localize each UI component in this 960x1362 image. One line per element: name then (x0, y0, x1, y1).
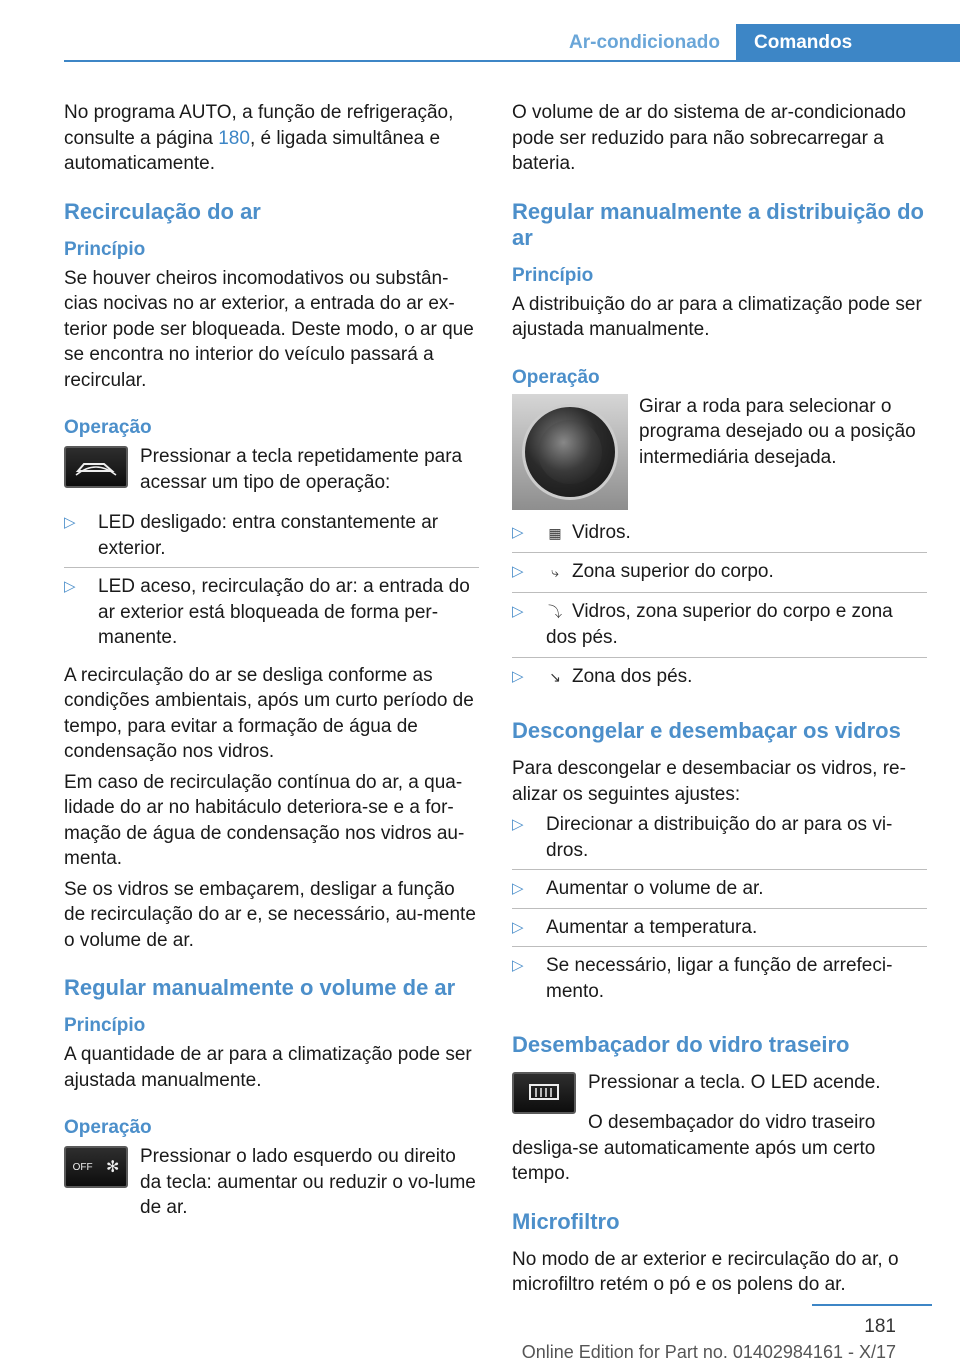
rear-defroster-row (512, 1070, 927, 1114)
rear-defroster-text-1: Pressionar a tecla. O LED acende. (588, 1072, 881, 1093)
bullet-triangle-icon: ▷ (512, 563, 524, 580)
bullet-triangle-icon: ▷ (512, 957, 524, 974)
recirculation-key-icon (64, 446, 128, 488)
upper-body-icon: ⤷ (551, 564, 559, 580)
recirculation-principle-heading: Princípio (64, 238, 146, 260)
volume-principle-heading: Princípio (64, 1015, 146, 1036)
fan-key-icon (64, 1146, 128, 1188)
recirculation-heading: Recirculação do ar (64, 198, 261, 224)
distribution-knob-image (512, 394, 628, 510)
recirculation-operation-heading: Operação (64, 417, 152, 438)
windshield-icon: ▦ (548, 524, 562, 541)
distribution-operation-row (512, 394, 927, 510)
bullet-triangle-icon: ▷ (512, 602, 524, 620)
list-item: ▷ ⤵ Vidros, zona superior do corpo e zona dos pés. (512, 599, 927, 658)
page-header (64, 24, 960, 62)
feet-icon: ↘ (549, 668, 561, 685)
knob-inner (538, 420, 602, 484)
list-item: ▷ Aumentar o volume de ar. (512, 876, 927, 909)
distribution-principle-heading: Princípio (512, 264, 594, 286)
list-item: ▷ LED desligado: entra constantemente ar exterior. (64, 510, 479, 568)
list-item: ▷ Aumentar a temperatura. (512, 915, 927, 948)
footer-rule (812, 1304, 932, 1306)
volume-operation-row (64, 1144, 479, 1226)
defrost-text: Para descongelar e desembaciar os vidros, re-alizar os seguintes ajustes: (512, 758, 906, 805)
distribution-operation-text: Girar a roda para selecionar o programa desejado ou a posição intermediária desejada. (639, 395, 916, 468)
recirculation-bullets (64, 510, 479, 657)
page-link-180[interactable]: 180 (218, 127, 250, 149)
windshield-body-feet-icon: ⤵ (548, 603, 562, 620)
bullet-triangle-icon: ▷ (64, 514, 76, 531)
distribution-bullets (512, 520, 927, 697)
bullet-triangle-icon: ▷ (512, 523, 524, 541)
microfilter-heading: Microfiltro (512, 1208, 620, 1234)
fan-icon: ✻ (105, 1159, 120, 1176)
distribution-operation-heading: Operação (512, 366, 600, 388)
page-number: 181 (864, 1316, 896, 1337)
list-item: ▷ Se necessário, ligar a função de arrefeci-mento. (512, 955, 893, 1002)
right-column (512, 100, 927, 1303)
recirculation-para-3: Se os vidros se embaçarem, desligar a função de recirculação do ar e, se necessário, au-mente o volume de ar. (64, 878, 476, 951)
page-footer (0, 1304, 960, 1362)
list-item: ▷ LED aceso, recirculação do ar: a entrada do ar exterior está bloqueada de forma per-manente. (64, 576, 470, 648)
volume-heading: Regular manualmente o volume de ar (64, 975, 456, 1000)
list-item: ▷ ↘ Zona dos pés. (512, 664, 927, 697)
fan-off-label: OFF (72, 1161, 93, 1173)
edition-line: Online Edition for Part no. 01402984161 - X/17 (521, 1342, 896, 1362)
volume-operation-text: Pressionar o lado esquerdo ou direito da tecla: aumentar ou reduzir o vo-lume de ar. (140, 1146, 476, 1218)
bullet-triangle-icon: ▷ (512, 918, 524, 936)
distribution-heading: Regular manualmente a distribuição do ar (512, 198, 924, 250)
recirculation-para-1: A recirculação do ar se desliga conforme as condições ambientais, após um curto período de tempo, para evitar a formação de água de condensação nos vidros. (64, 664, 474, 762)
list-item: ▷ Direcionar a distribuição do ar para os vi-dros. (512, 812, 927, 870)
header-chapter: Comandos (736, 24, 960, 62)
defrost-bullets (512, 812, 927, 1010)
bullet-triangle-icon: ▷ (512, 667, 524, 685)
right-intro: O volume de ar do sistema de ar-condicionado pode ser reduzido para não sobrecarregar a bateria. (512, 102, 906, 174)
distribution-principle-text: A distribuição do ar para a climatização pode ser ajustada manualmente. (512, 293, 922, 340)
recirculation-principle-text: Se houver cheiros incomodativos ou substân-cias nocivas no ar exterior, a entrada do ar ex-terior pode ser bloqueada. Deste modo, o ar que se encontra no interior do veículo passará a recircular. (64, 267, 474, 391)
bullet-triangle-icon: ▷ (64, 578, 76, 595)
rear-defroster-heading: Desembaçador do vidro traseiro (512, 1032, 850, 1057)
volume-operation-heading: Operação (64, 1117, 152, 1138)
list-item: ▷ ▦ Vidros. (512, 520, 927, 554)
bullet-triangle-icon: ▷ (512, 880, 524, 897)
list-item: ▷ ⤷ Zona superior do corpo. (512, 559, 927, 593)
intro-paragraph: No programa AUTO, a função de refrigeração, consulte a página 180, é ligada simultânea e automaticamente. (64, 102, 454, 174)
bullet-triangle-icon: ▷ (512, 816, 524, 833)
volume-principle-text: A quantidade de ar para a climatização pode ser ajustada manualmente. (64, 1044, 472, 1091)
recirculation-operation-row (64, 444, 479, 500)
recirculation-operation-text: Pressionar a tecla repetidamente para acessar um tipo de operação: (140, 446, 463, 493)
recirculation-para-2: Em caso de recirculação contínua do ar, a qua-lidade do ar no habitáculo deteriora-se e a for-mação de água de condensação nos vidros au-menta. (64, 771, 465, 869)
rear-defroster-text-2: O desembaçador do vidro traseiro desliga-se automaticamente após um certo tempo. (512, 1112, 876, 1184)
left-column (64, 100, 479, 1236)
microfilter-text: No modo de ar exterior e recirculação do ar, o microfiltro retém o pó e os polens do ar. (512, 1248, 899, 1295)
defrost-heading: Descongelar e desembaçar os vidros (512, 718, 901, 743)
header-section: Ar-condicionado (569, 32, 720, 53)
rear-defroster-key-icon (512, 1072, 576, 1114)
